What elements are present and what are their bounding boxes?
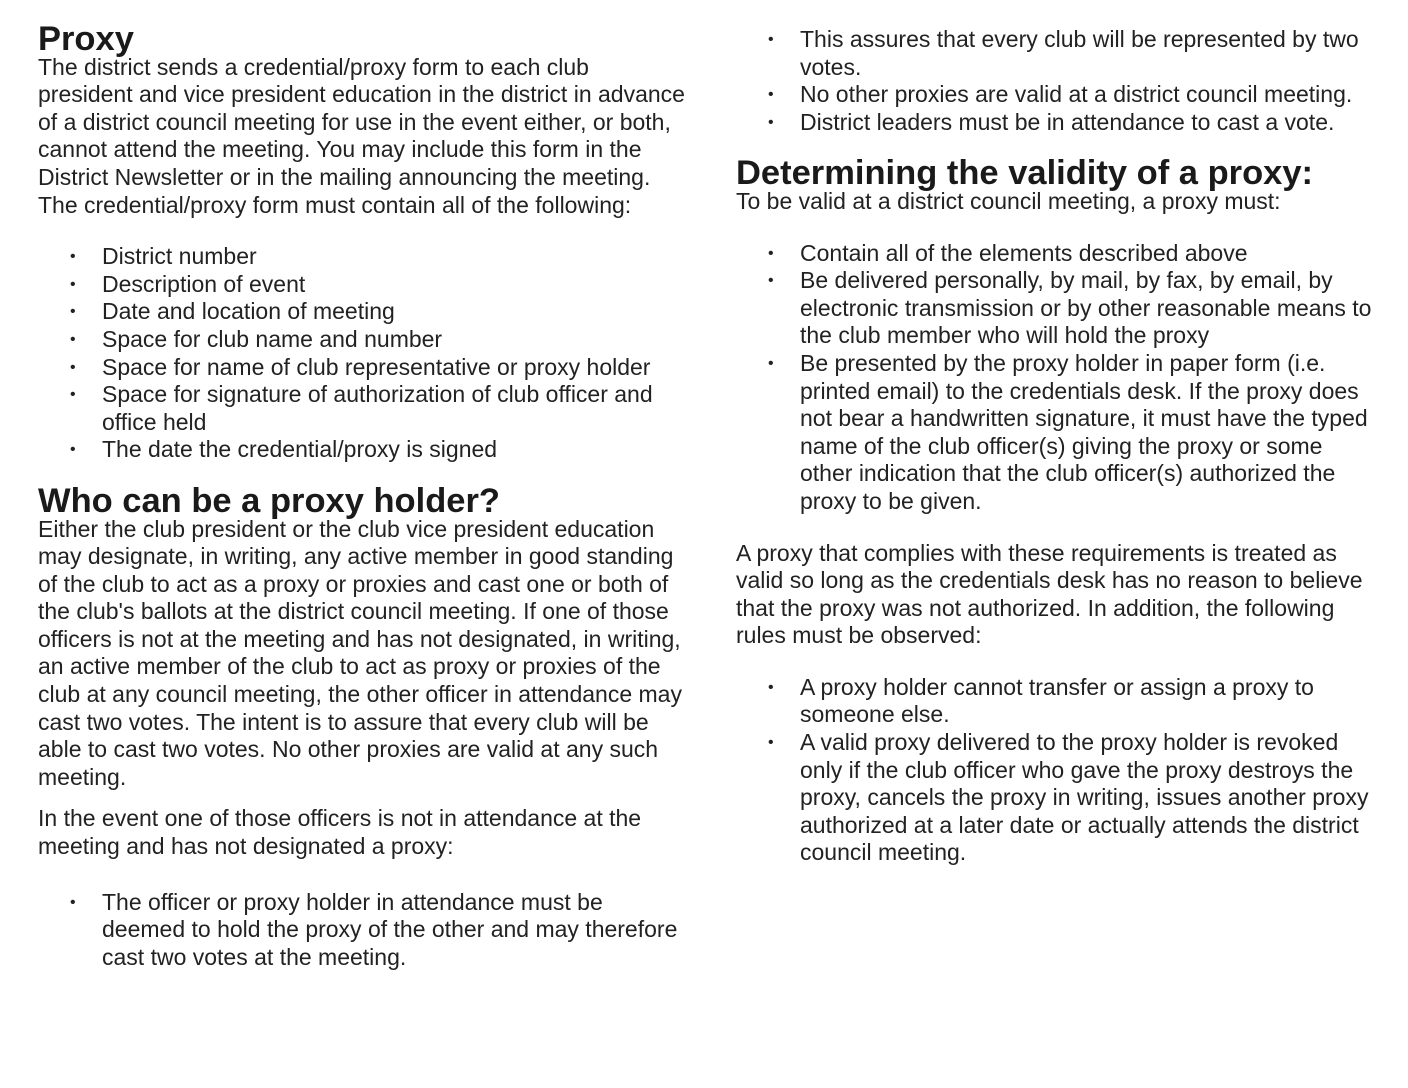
officer-absent-paragraph: In the event one of those officers is not in attendance at the meeting and has not designated a proxy: — [38, 805, 642, 860]
bullet-icon: • — [70, 303, 76, 321]
list-item: • Date and location of meeting — [70, 298, 395, 325]
bullet-icon: • — [768, 113, 774, 131]
bullet-icon: • — [768, 678, 774, 696]
bullet-icon: • — [768, 244, 774, 262]
proxy-holder-paragraph: Either the club president or the club vice president education may designate, in writing, any active member in good standing of the club to act as a proxy or proxies and cast one or both of the club's ballots at the district council meeting. If one of those officers is not at the meeting and has not designated, in writing, an active member of the club to act as proxy or proxies of the club at any council meeting, the other officer in attendance may cast two votes. The intent is to assure that every club will be able to cast two votes. No other proxies are valid at any such meeting. — [38, 515, 682, 790]
proxy-heading: Proxy — [38, 20, 134, 58]
validity-heading: Determining the validity of a proxy: — [736, 154, 1314, 193]
list-item: • A valid proxy delivered to the proxy holder is revoked only if the club officer who gave the proxy destroys the proxy, cancels the proxy in writing, issues another proxy authorized at a later date or actually attends the district council meeting. — [768, 729, 1369, 866]
bullet-icon: • — [768, 272, 774, 290]
list-item: • The date the credential/proxy is signed — [70, 436, 498, 463]
list-item: • Description of event — [70, 270, 306, 297]
bullet-icon: • — [768, 734, 774, 752]
list-item: • A proxy holder cannot transfer or assign a proxy to someone else. — [768, 673, 1314, 728]
right-column — [736, 26, 1376, 867]
continued-list — [736, 26, 1376, 136]
rules-paragraph: A proxy that complies with these requirements is treated as valid so long as the credentials desk has no reason to believe that the proxy was not authorized. In addition, the following rules must be observed: — [736, 539, 1363, 649]
proxy-intro-paragraph: The district sends a credential/proxy form to each club president and vice president education in the district in advance of a district council meeting for use in the event either, or both, cannot attend the meeting. You may include this form in the District Newsletter or in the mailing announcing the meeting. The credential/proxy form must contain all of the following: — [38, 53, 685, 218]
list-item: • Space for club name and number — [70, 325, 443, 352]
list-item: • Space for signature of authorization of club officer and office held — [70, 381, 653, 435]
list-item: • District number — [70, 243, 257, 270]
bullet-icon: • — [70, 358, 76, 376]
bullet-icon: • — [70, 248, 76, 266]
list-item: • No other proxies are valid at a district council meeting. — [768, 81, 1353, 108]
validity-requirements-list — [736, 240, 1376, 516]
bullet-icon: • — [70, 386, 76, 404]
list-item: • Space for name of club representative or proxy holder — [70, 353, 651, 380]
left-column — [38, 20, 688, 971]
list-item: • Contain all of the elements described above — [768, 239, 1248, 266]
list-item: • Be presented by the proxy holder in paper form (i.e. printed email) to the credentials desk. If the proxy does not bear a handwritten signature, it must have the typed name of the club officer(s) giving the proxy or some other indication that the club officer(s) authorized the proxy to be given. — [768, 349, 1368, 514]
list-item: • The officer or proxy holder in attendance must be deemed to hold the proxy of the other and may therefore cast two votes at the meeting. — [70, 888, 678, 970]
list-item: • District leaders must be in attendance to cast a vote. — [768, 108, 1335, 135]
validity-paragraph: To be valid at a district council meeting, a proxy must: — [736, 187, 1281, 214]
officer-absent-list — [38, 889, 688, 972]
list-item: • This assures that every club will be represented by two votes. — [768, 26, 1359, 80]
rules-list — [736, 674, 1376, 867]
proxy-holder-heading: Who can be a proxy holder? — [38, 481, 500, 520]
proxy-form-requirements-list — [38, 243, 688, 464]
bullet-icon: • — [768, 31, 774, 48]
bullet-icon: • — [768, 354, 774, 372]
bullet-icon: • — [70, 330, 76, 348]
list-item: • Be delivered personally, by mail, by fax, by email, by electronic transmission or by other reasonable means to the club member who will hold the proxy — [768, 267, 1372, 349]
bullet-icon: • — [70, 275, 76, 293]
bullet-icon: • — [70, 441, 76, 459]
bullet-icon: • — [768, 86, 774, 104]
bullet-icon: • — [70, 893, 76, 911]
